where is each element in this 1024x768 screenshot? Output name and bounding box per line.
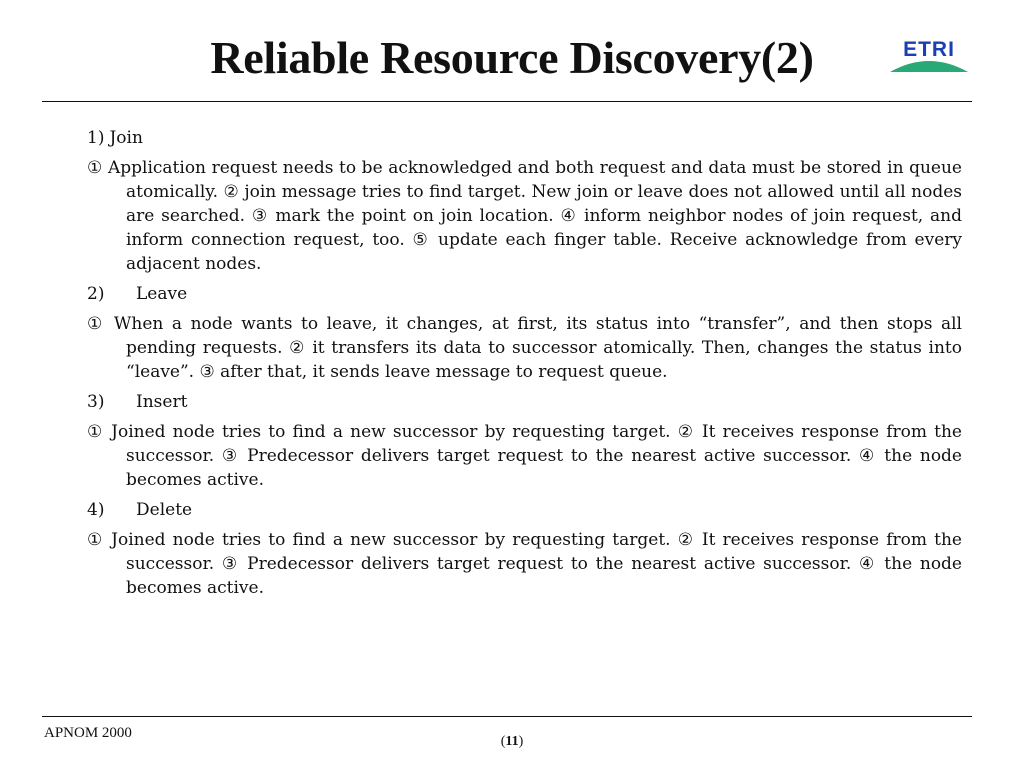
- title-divider: [42, 101, 972, 102]
- section-number: 1): [87, 128, 105, 148]
- footer-divider: [42, 716, 972, 717]
- section-number: 3): [87, 392, 105, 412]
- page-close-paren: ): [518, 734, 524, 749]
- section-name: Delete: [136, 500, 193, 520]
- etri-logo: [886, 38, 972, 76]
- section-number: 2): [87, 284, 105, 304]
- section-name: Join: [109, 128, 143, 148]
- logo-arc-icon: [886, 54, 972, 76]
- section-heading-join: [87, 126, 962, 150]
- section-number: 4): [87, 500, 105, 520]
- section-text-delete: ① Joined node tries to find a new successor by requesting target. ② It receives response from the successor. ③ Predecessor delivers target request to the nearest active successor. ④ the node becomes active.: [87, 530, 962, 598]
- section-name: Leave: [136, 284, 188, 304]
- slide-body: [87, 126, 962, 606]
- section-heading-leave: [87, 282, 962, 306]
- page-number-value: 11: [505, 734, 519, 749]
- footer-conference: APNOM 2000: [44, 725, 132, 741]
- section-text-leave: ① When a node wants to leave, it changes, at first, its status into “transfer”, and then stops all pending requests. ② it transfers its data to successor atomically. Then, changes the status into “leave”. ③ after that, it sends leave message to request queue.: [87, 314, 962, 382]
- page-number: [0, 733, 1024, 751]
- section-heading-insert: [87, 390, 962, 414]
- logo-text: ETRI: [903, 38, 955, 61]
- page-open-paren: (: [500, 734, 506, 749]
- section-heading-delete: [87, 498, 962, 522]
- section-name: Insert: [136, 392, 188, 412]
- section-text-insert: ① Joined node tries to find a new successor by requesting target. ② It receives response from the successor. ③ Predecessor delivers target request to the nearest active successor. ④ the node becomes active.: [87, 422, 962, 490]
- section-text-join: ① Application request needs to be acknowledged and both request and data must be stored in queue atomically. ② join message tries to find target. New join or leave does not allowed until all nodes are searched. ③ mark the point on join location. ④ inform neighbor nodes of join request, and inform connection request, too. ⑤ update each finger table. Receive acknowledge from every adjacent nodes.: [87, 158, 962, 274]
- slide-title: Reliable Resource Discovery(2): [210, 32, 814, 83]
